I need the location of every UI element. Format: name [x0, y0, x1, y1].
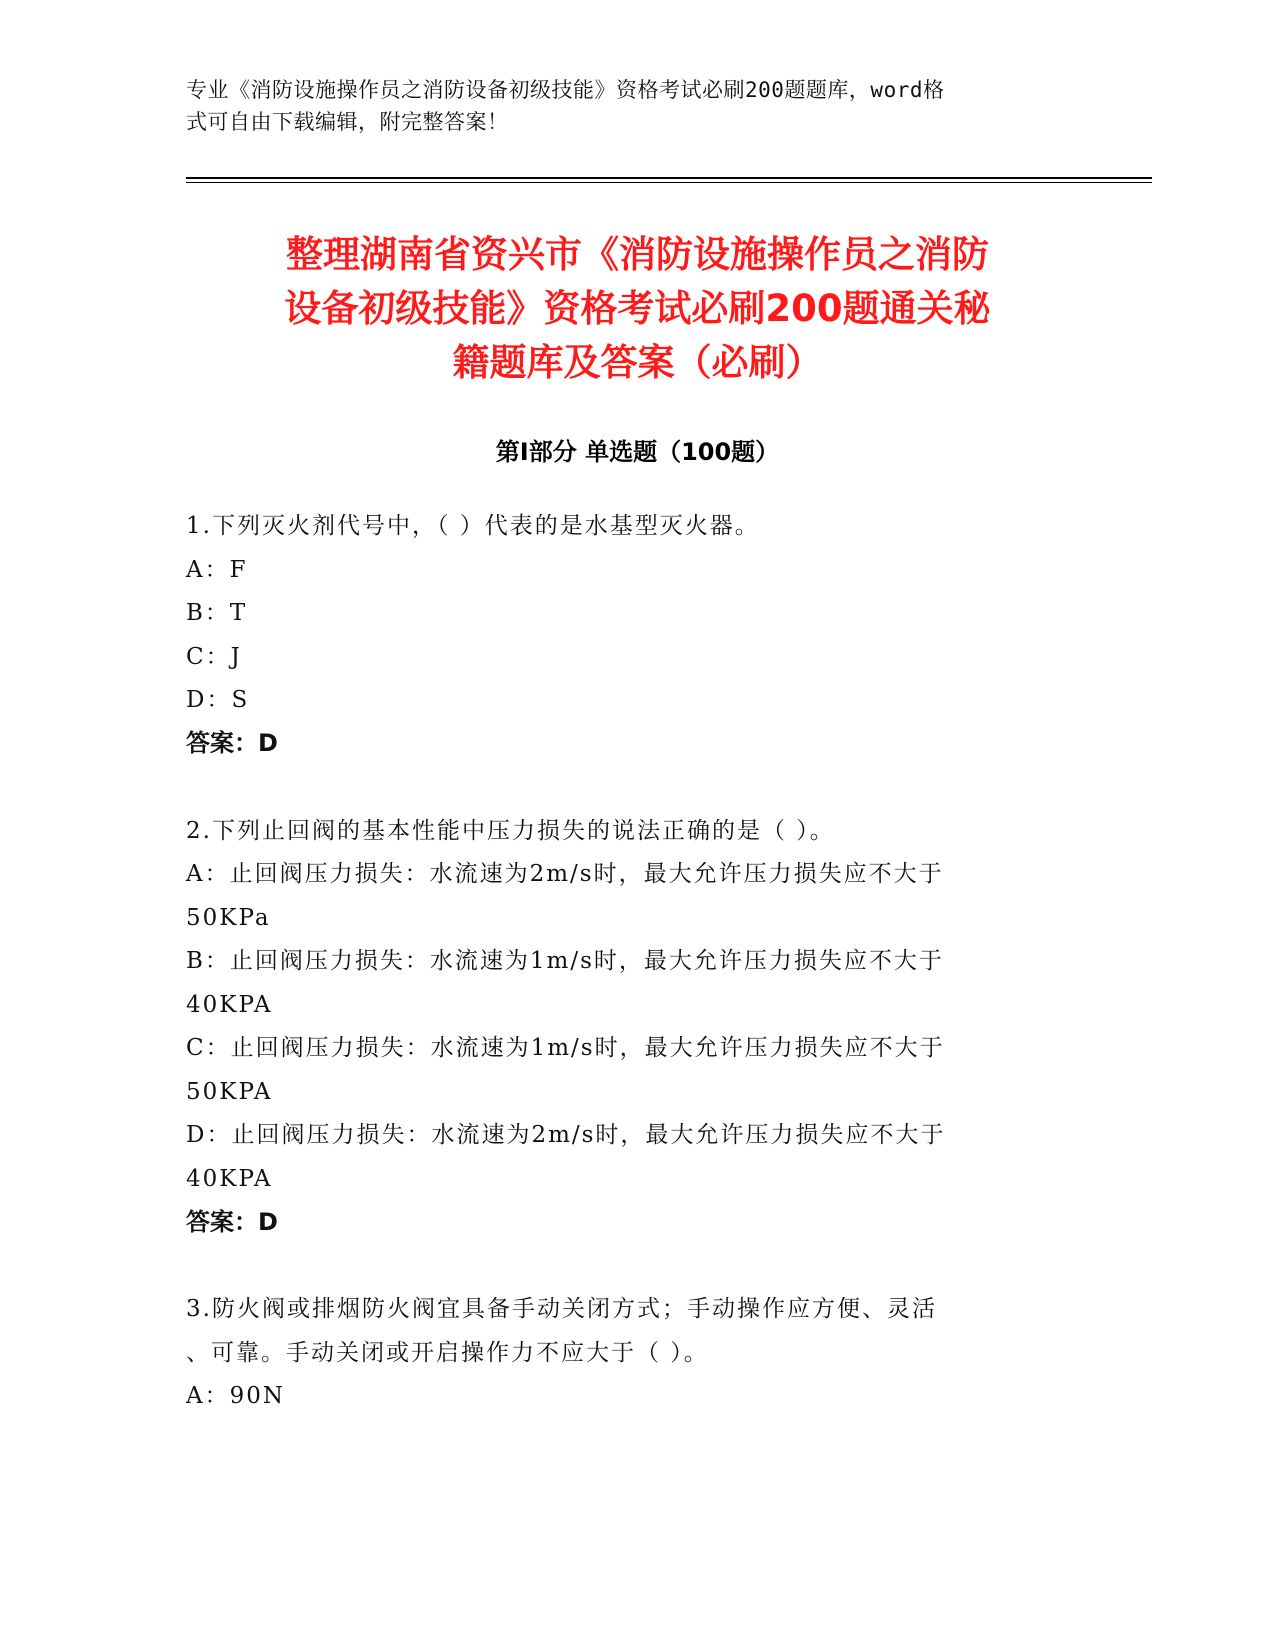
question-option: 50KPA	[186, 1079, 273, 1105]
question-option: C：J	[186, 644, 242, 670]
question-option: 40KPA	[186, 992, 273, 1018]
question-stem: 、可靠。手动关闭或开启操作力不应大于（ ）。	[186, 1340, 709, 1366]
question-option: D：S	[186, 687, 250, 713]
title-line: 设备初级技能》资格考试必刷200题通关秘	[284, 287, 991, 330]
header-note-line: 专业《消防设施操作员之消防设备初级技能》资格考试必刷200题题库，word格	[186, 78, 945, 102]
question-option: A：止回阀压力损失：水流速为2m/s时，最大允许压力损失应不大于	[186, 861, 944, 887]
title-line: 整理湖南省资兴市《消防设施操作员之消防	[286, 233, 989, 276]
title-line: 籍题库及答案（必刷）	[452, 341, 823, 384]
document-title	[150, 228, 1125, 390]
question-option: 50KPa	[186, 905, 271, 931]
question-stem: 1.下列灭火剂代号中，（ ）代表的是水基型灭火器。	[186, 513, 760, 539]
question-option: A：90N	[186, 1383, 286, 1409]
header-divider	[186, 177, 1152, 179]
header-note-line: 式可自由下载编辑，附完整答案！	[186, 110, 509, 134]
question-answer: 答案：D	[186, 729, 278, 757]
question-stem: 3.防火阀或排烟防火阀宜具备手动关闭方式；手动操作应方便、灵活	[186, 1296, 937, 1322]
header-divider	[186, 182, 1152, 183]
question-option: D：止回阀压力损失：水流速为2m/s时，最大允许压力损失应不大于	[186, 1122, 946, 1148]
question-option: C：止回阀压力损失：水流速为1m/s时，最大允许压力损失应不大于	[186, 1035, 945, 1061]
question-option: 40KPA	[186, 1166, 273, 1192]
question-option: A：F	[186, 557, 248, 583]
section-heading: 第Ⅰ部分 单选题（100题）	[495, 438, 780, 466]
header-note	[186, 74, 1076, 138]
question-option: B：止回阀压力损失：水流速为1m/s时，最大允许压力损失应不大于	[186, 948, 944, 974]
question-answer: 答案：D	[186, 1208, 278, 1236]
question-stem: 2.下列止回阀的基本性能中压力损失的说法正确的是（ ）。	[186, 818, 835, 844]
question-option: B：T	[186, 600, 248, 626]
